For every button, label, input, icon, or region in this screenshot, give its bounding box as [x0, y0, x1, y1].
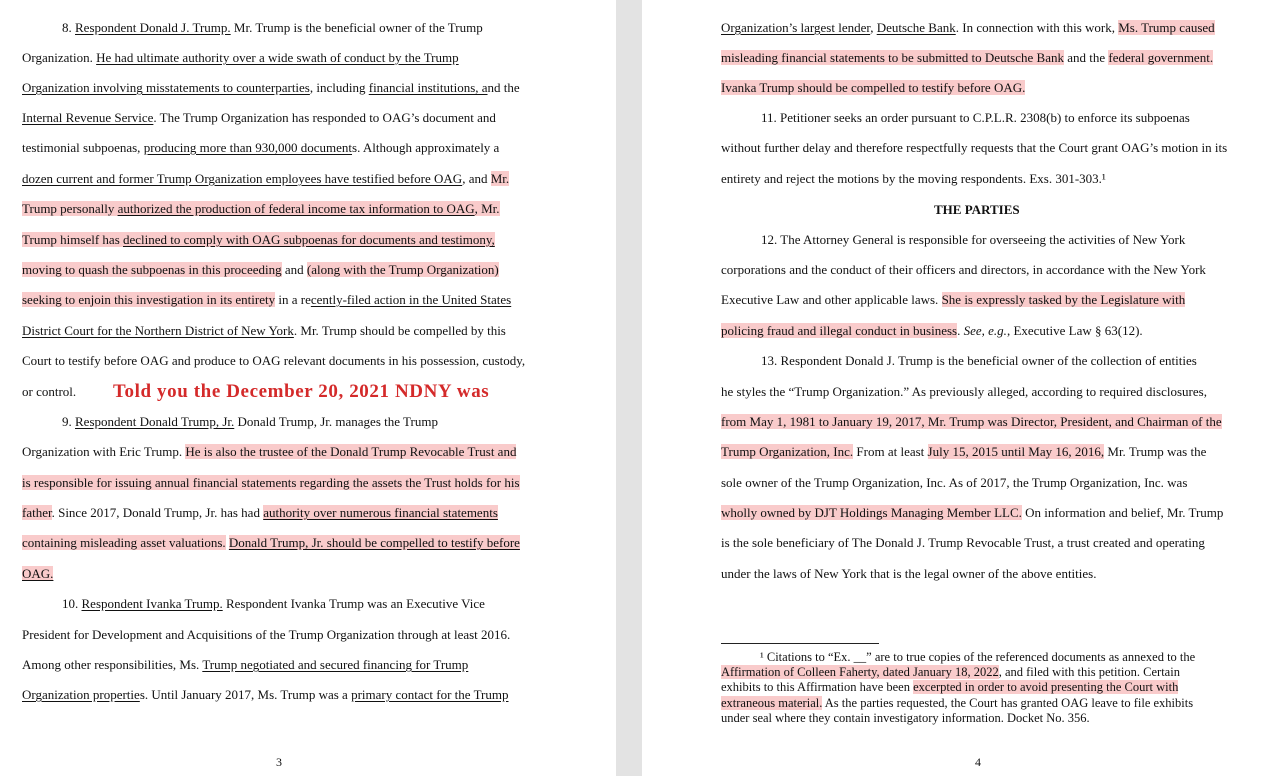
highlighted-text: Trump personally: [22, 201, 118, 216]
text-span: Internal Revenue Service: [22, 110, 154, 125]
text-span: is the sole beneficiary of The Donald J. Trump Revocable Trust, a trust created and operating: [721, 535, 1205, 550]
left-page-line: [62, 20, 483, 36]
footnote-rule: [721, 643, 879, 644]
text-span: District Court for the Northern District of New York: [22, 323, 294, 338]
right-page-line: [721, 444, 1206, 460]
highlighted-text: seeking to enjoin this investigation in its entirety: [22, 292, 276, 307]
highlighted-text: policing fraud and illegal conduct in business: [721, 323, 958, 338]
left-page-line: [22, 475, 520, 491]
right-page-line: [721, 171, 1106, 187]
text-span: , and: [462, 171, 491, 186]
right-page-line: [721, 323, 1143, 339]
text-span: . The Trump Organization has responded to OAG’s document and: [153, 110, 496, 125]
text-span: Court to testify before OAG and produce to OAG relevant documents in his possession, custody,: [22, 353, 526, 368]
highlighted-text: Trump Organization, Inc.: [721, 444, 854, 459]
text-span: , including: [309, 80, 369, 95]
highlighted-text: authorized the production of federal income tax information to OAG: [117, 201, 475, 216]
text-span: entirety and reject the motions by the moving respondents. Exs. 301-303.¹: [721, 171, 1106, 186]
right-page-line: [721, 505, 1223, 521]
highlighted-text: declined to comply with OAG subpoenas for documents and testimony,: [123, 232, 495, 247]
left-page-line: [22, 262, 499, 278]
left-page-line: [22, 323, 506, 339]
text-span: in a re: [275, 292, 311, 307]
right-page-line: [721, 80, 1025, 96]
right-page-line: [721, 20, 1215, 36]
text-span: On information and belief, Mr. Trump: [1021, 505, 1224, 520]
text-span: 12. The Attorney General is responsible for overseeing the activities of New York: [761, 232, 1186, 247]
text-span: s. Although approximately a: [352, 140, 500, 155]
text-span: ¹ Citations to “Ex. __” are to true copies of the referenced documents as annexed to the: [760, 650, 1196, 664]
section-heading: THE PARTIES: [934, 202, 1020, 217]
text-span: Organization’s largest lender: [721, 20, 871, 35]
text-span: without further delay and therefore respectfully requests that the Court grant OAG’s motion in its: [721, 140, 1228, 155]
text-span: Organization.: [22, 50, 97, 65]
text-span: sole owner of the Trump Organization, Inc. As of 2017, the Trump Organization, Inc. was: [721, 475, 1188, 490]
highlighted-text: He is also the trustee of the Donald Trump Revocable Trust and: [185, 444, 517, 459]
highlighted-text: wholly owned by DJT Holdings Managing Member LLC.: [721, 505, 1022, 520]
text-span: under the laws of New York that is the legal owner of the above entities.: [721, 566, 1097, 581]
highlighted-text: She is expressly tasked by the Legislature with: [941, 292, 1186, 307]
text-span: he styles the “Trump Organization.” As previously alleged, according to required disclosures,: [721, 384, 1207, 399]
text-span: As the parties requested, the Court has granted OAG leave to file exhibits: [822, 696, 1194, 710]
highlighted-text: Ivanka Trump should be compelled to testify before OAG.: [721, 80, 1026, 95]
page-number-right: 4: [975, 755, 981, 769]
text-span: ,: [870, 20, 877, 35]
text-span: See, e.g.: [963, 323, 1007, 338]
footnote-line: [721, 680, 1178, 695]
left-page-line: [22, 80, 520, 96]
text-span: corporations and the conduct of their officers and directors, in accordance with the New York: [721, 262, 1206, 277]
text-span: under seal where they contain investigatory information. Docket No. 356.: [721, 711, 1090, 725]
highlighted-text: Mr.: [490, 171, 510, 186]
highlighted-text: from May 1, 1981 to January 19, 2017, Mr. Trump was Director, President, and Chairman of the: [721, 414, 1222, 429]
right-page-line: [721, 50, 1213, 66]
highlighted-text: Donald Trump, Jr. should be compelled to testify before: [228, 535, 520, 550]
highlighted-text: Affirmation of Colleen Faherty, dated January 18, 2022: [721, 665, 999, 679]
right-page-line: [721, 292, 1185, 308]
text-span: Respondent Donald J. Trump.: [75, 20, 231, 35]
left-page-line: [22, 444, 516, 460]
right-page-line: [721, 140, 1227, 156]
left-page-line: [22, 201, 500, 217]
left-page-line: [22, 627, 510, 643]
text-span: President for Development and Acquisitions of the Trump Organization through at least 2016.: [22, 627, 511, 642]
text-span: Among other responsibilities, Ms.: [22, 657, 203, 672]
red-annotation: Told you the December 20, 2021 NDNY was: [113, 381, 490, 402]
text-span: 9.: [62, 414, 75, 429]
left-page-line: [22, 140, 499, 156]
left-page-line: [22, 566, 53, 582]
highlighted-text: misleading financial statements to be submitted to Deutsche Bank: [721, 50, 1064, 65]
text-span: Organization propertie: [22, 687, 140, 702]
text-span: exhibits to this Affirmation have been: [721, 680, 914, 694]
footnote-line: [760, 650, 1195, 665]
text-span: 13. Respondent Donald J. Trump is the beneficial owner of the collection of entities: [761, 353, 1197, 368]
text-span: dozen current and former Trump Organization employees have testified before OAG: [22, 171, 463, 186]
text-span: nd the: [487, 80, 520, 95]
text-span: producing more than 930,000 document: [143, 140, 353, 155]
text-span: Organization involving misstatements to counterparties: [22, 80, 310, 95]
text-span: and: [281, 262, 307, 277]
left-page-line: [62, 596, 485, 612]
text-span: , and filed with this petition. Certain: [998, 665, 1180, 679]
left-page-line: [22, 110, 496, 126]
left-page-line: [22, 232, 495, 248]
left-page-line: [22, 505, 498, 521]
text-span: Donald Trump, Jr. manages the Trump: [234, 414, 438, 429]
text-span: .: [957, 323, 964, 338]
footnote-line: [721, 665, 1180, 680]
text-span: Organization with Eric Trump.: [22, 444, 186, 459]
text-span: Respondent Ivanka Trump was an Executive Vice: [222, 596, 485, 611]
highlighted-text: (along with the Trump Organization): [306, 262, 499, 277]
text-span: testimonial subpoenas,: [22, 140, 144, 155]
left-page-line: [22, 657, 468, 673]
text-span: 11. Petitioner seeks an order pursuant to C.P.L.R. 2308(b) to enforce its subpoenas: [761, 110, 1190, 125]
right-page-line: [721, 566, 1096, 582]
text-span: Mr. Trump was the: [1104, 444, 1207, 459]
highlighted-text: excerpted in order to avoid presenting the Court with: [913, 680, 1179, 694]
left-page-line: [22, 384, 76, 400]
text-span: . Since 2017, Donald Trump, Jr. has had: [51, 505, 264, 520]
text-span: 8.: [62, 20, 75, 35]
left-page-line: [22, 171, 509, 187]
document-page-left: [0, 0, 616, 776]
highlighted-text: containing misleading asset valuations.: [22, 535, 226, 550]
text-span: , Executive Law § 63(12).: [1006, 323, 1143, 338]
highlighted-text: July 15, 2015 until May 16, 2016,: [927, 444, 1105, 459]
text-span: Mr. Trump is the beneficial owner of the Trump: [230, 20, 483, 35]
text-span: and the: [1063, 50, 1109, 65]
highlighted-text: federal government.: [1108, 50, 1214, 65]
text-span: primary contact for the Trump: [351, 687, 509, 702]
highlighted-text: Trump himself has: [22, 232, 123, 247]
right-page-line: [721, 535, 1205, 551]
text-span: He had ultimate authority over a wide swath of conduct by the Trump: [96, 50, 459, 65]
page-gutter: [616, 0, 642, 776]
highlighted-text: OAG.: [22, 566, 54, 581]
right-page-line: [721, 475, 1187, 491]
highlighted-text: moving to quash the subpoenas in this proceeding: [22, 262, 282, 277]
highlighted-text: father: [22, 505, 52, 520]
text-span: From at least: [853, 444, 928, 459]
text-span: or control.: [22, 384, 77, 399]
text-span: . Mr. Trump should be compelled by this: [293, 323, 506, 338]
text-span: . In connection with this work,: [955, 20, 1119, 35]
left-page-line: [22, 50, 459, 66]
footnote-line: [721, 711, 1090, 726]
text-span: s. Until January 2017, Ms. Trump was a: [139, 687, 352, 702]
right-page-line: [721, 262, 1206, 278]
left-page-line: [22, 292, 511, 308]
document-page-right: [642, 0, 1280, 776]
highlighted-text: authority over numerous financial statements: [263, 505, 498, 520]
text-span: 10.: [62, 596, 82, 611]
text-span: Executive Law and other applicable laws.: [721, 292, 942, 307]
right-page-line: [761, 353, 1197, 369]
left-page-line: [22, 535, 520, 551]
text-span: Respondent Ivanka Trump.: [81, 596, 223, 611]
text-span: cently-filed action in the United States: [310, 292, 512, 307]
text-span: financial institutions, a: [368, 80, 488, 95]
highlighted-text: , Mr.: [474, 201, 500, 216]
footnote-line: [721, 696, 1193, 711]
right-page-line: [761, 232, 1185, 248]
left-page-line: [22, 687, 509, 703]
highlighted-text: is responsible for issuing annual financial statements regarding the assets the Trust holds for his: [22, 475, 520, 490]
left-page-line: [62, 414, 438, 430]
text-span: Trump negotiated and secured financing for Trump: [202, 657, 469, 672]
text-span: Deutsche Bank: [876, 20, 956, 35]
text-span: Respondent Donald Trump, Jr.: [75, 414, 235, 429]
highlighted-text: extraneous material.: [721, 696, 823, 710]
page-number-left: 3: [276, 755, 282, 769]
right-page-line: [721, 384, 1207, 400]
right-page-line: [761, 110, 1190, 126]
highlighted-text: Ms. Trump caused: [1118, 20, 1215, 35]
right-page-line: [721, 414, 1222, 430]
left-page-line: [22, 353, 525, 369]
